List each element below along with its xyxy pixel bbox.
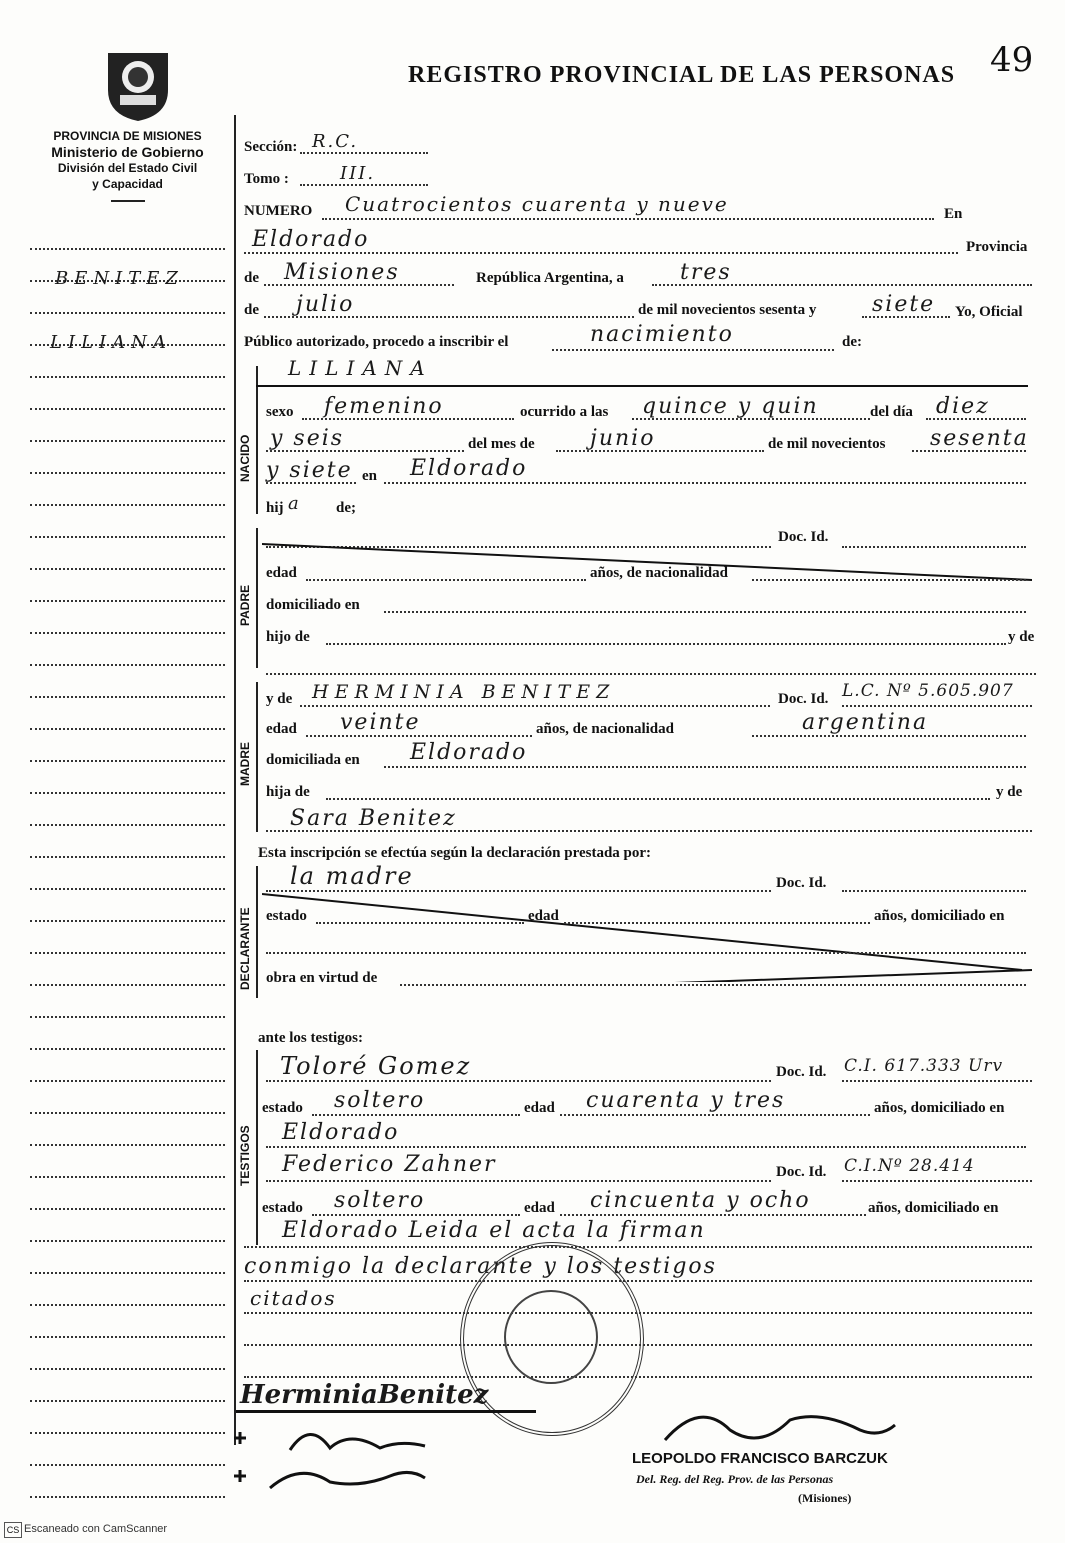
ministry-line: Ministerio de Gobierno (51, 144, 204, 160)
declarante-value: la madre (290, 862, 414, 890)
tomo-value: III. (340, 163, 376, 184)
madre-edad-label: edad (266, 721, 297, 737)
page-number: 49 (990, 40, 1034, 80)
testigo1-doc-label: Doc. Id. (776, 1064, 827, 1080)
dia-nac-value: diez (936, 394, 990, 419)
testigo2-doc-value: C.I.Nº 28.414 (844, 1156, 975, 1176)
margin-rule (30, 920, 225, 922)
margin-rule (30, 1080, 225, 1082)
margin-rule (30, 376, 225, 378)
margin-rule (30, 1016, 225, 1018)
madre-y-de2-label: y de (996, 784, 1023, 800)
margin-rule (30, 1208, 225, 1210)
official-role: Del. Reg. del Reg. Prov. de las Personas (636, 1472, 834, 1486)
official-signature (660, 1400, 900, 1455)
madre-y-de-label: y de (266, 691, 293, 707)
margin-rule (30, 600, 225, 602)
anio-value: siete (872, 292, 936, 317)
declarante-obra-label: obra en virtud de (266, 970, 378, 986)
testigo2-estado-value: soltero (334, 1188, 426, 1213)
declarante-strike (262, 890, 1032, 982)
margin-rule (30, 664, 225, 666)
numero-line (322, 218, 934, 220)
en-lower-label: en (362, 468, 377, 484)
margin-rule (30, 1144, 225, 1146)
testigo1-doc-value: C.I. 617.333 Urv (844, 1056, 1004, 1076)
de-mil-label: de mil novecientos sesenta y (638, 302, 817, 318)
testigo2-estado-line (312, 1214, 520, 1216)
declarante-dom-line (266, 952, 1026, 954)
de-label-2: de (244, 302, 259, 318)
testigo1-value: Toloré Gomez (280, 1052, 472, 1080)
cierre1-value: Eldorado Leida el acta la firman (282, 1218, 706, 1243)
padre-dom-label: domiciliado en (266, 597, 360, 613)
lugar-nac-line (384, 482, 1026, 484)
ocurrido-label: ocurrido a las (520, 404, 609, 420)
declarante-obra-line (400, 984, 1026, 986)
testigo2-edad-value: cincuenta y ocho (590, 1188, 811, 1213)
margin-rule (30, 312, 225, 314)
main-border (234, 115, 236, 1445)
margin-rule (30, 952, 225, 954)
hora-value: quince y quin (642, 394, 819, 419)
republica-label: República Argentina, a (476, 270, 624, 286)
margin-rule (30, 1272, 225, 1274)
madre-anos-label: años, de nacionalidad (536, 721, 674, 737)
margin-rule (30, 696, 225, 698)
hij-label: hij (266, 500, 284, 516)
del-mes-label: del mes de (468, 436, 535, 452)
madre-dom-value: Eldorado (410, 740, 528, 765)
declarante-anos-label: años, domiciliado en (874, 908, 1005, 924)
margin-rule (30, 760, 225, 762)
madre-nac-value: argentina (802, 710, 929, 735)
lugar-nac-value: Eldorado (410, 456, 528, 481)
padre-hijo-label: hijo de (266, 629, 310, 645)
madre-nac-line (752, 735, 1026, 737)
anio-nac-value: sesenta (930, 426, 1029, 451)
margin-given-name: LILIANA (50, 332, 172, 353)
margin-rule (30, 984, 225, 986)
margin-rule (30, 1048, 225, 1050)
testigo1-estado-value: soltero (334, 1088, 426, 1113)
testigo1-line (266, 1080, 771, 1082)
official-place: (Misiones) (798, 1491, 852, 1505)
declarante-estado-label: estado (266, 908, 307, 924)
cierre3-value: citados (250, 1286, 337, 1310)
padre-hijo2-line (266, 673, 1036, 675)
anio-nac2-value: y siete (266, 458, 353, 483)
margin-rule (30, 1496, 225, 1498)
cierre1-line (244, 1246, 1032, 1248)
header-divider (111, 200, 145, 202)
provincia-label: Provincia (966, 239, 1028, 255)
acto-line (552, 349, 834, 351)
tomo-line (300, 184, 428, 186)
yo-oficial-label: Yo, Oficial (955, 304, 1023, 320)
margin-rule (30, 536, 225, 538)
madre-hija-line (326, 798, 990, 800)
madre-dom-line (384, 766, 1026, 768)
testigos-side-label: TESTIGOS (238, 1125, 252, 1186)
testigo1-anos-label: años, domiciliado en (874, 1100, 1005, 1116)
madre-hija-label: hija de (266, 784, 310, 800)
mother-signature: HerminiaBenitez (240, 1380, 489, 1410)
testigo1-edad-label: edad (524, 1100, 555, 1116)
signature-underline (236, 1410, 536, 1413)
madre-nombre-value: HERMINIA BENITEZ (312, 681, 616, 703)
padre-doc-label: Doc. Id. (778, 529, 829, 545)
declarante-doc-label: Doc. Id. (776, 875, 827, 891)
tomo-label: Tomo : (244, 171, 289, 187)
margin-rule (30, 1432, 225, 1434)
sexo-value: femenino (324, 394, 444, 419)
del-dia-label: del día (870, 404, 913, 420)
document-title: REGISTRO PROVINCIAL DE LAS PERSONAS (408, 62, 956, 88)
seccion-value: R.C. (312, 131, 359, 152)
de-label-1: de (244, 270, 259, 286)
margin-rule (30, 1240, 225, 1242)
en-label: En (944, 206, 963, 222)
de-mil-nov-label: de mil novecientos (768, 436, 886, 452)
margin-rule (30, 408, 225, 410)
madre-doc-label: Doc. Id. (778, 691, 829, 707)
testigo2-edad-label: edad (524, 1200, 555, 1216)
margin-rule (30, 888, 225, 890)
madre-side-label: MADRE (238, 742, 252, 786)
testigo2-doc-line (842, 1180, 1032, 1182)
madre-nombre-line (300, 705, 770, 707)
cierre2-line (244, 1280, 1032, 1282)
margin-rule (30, 1464, 225, 1466)
declarante-side-label: DECLARANTE (238, 907, 252, 990)
margin-rule (30, 632, 225, 634)
testigo2-anos-label: años, domiciliado en (868, 1200, 999, 1216)
lugar-value: Eldorado (252, 227, 370, 252)
testigo1-dom-line (266, 1146, 1026, 1148)
testigo2-edad-line (560, 1214, 866, 1216)
de-colon-label: de: (842, 334, 862, 350)
madre-edad-value: veinte (340, 710, 421, 735)
padre-y-de-label: y de (1008, 629, 1035, 645)
seccion-line (300, 152, 428, 154)
official-name: LEOPOLDO FRANCISCO BARCZUK (632, 1450, 888, 1467)
esta-inscripcion-label: Esta inscripción se efectúa según la declaración prestada por: (258, 845, 652, 861)
padre-hijo-line (326, 643, 1006, 645)
camscanner-badge: CS (4, 1522, 22, 1538)
testigo1-doc-line (842, 1080, 1032, 1082)
lugar-line (244, 252, 958, 254)
coat-of-arms-icon (98, 45, 178, 123)
declarante-edad-line (564, 922, 870, 924)
margin-rule (30, 856, 225, 858)
testigo1-edad-value: cuarenta y tres (586, 1088, 786, 1113)
madre-dom-label: domiciliada en (266, 752, 360, 768)
margin-rule (30, 824, 225, 826)
margin-rule (30, 248, 225, 250)
numero-value: Cuatrocientos cuarenta y nueve (345, 192, 729, 216)
testigo1-edad-line (560, 1114, 870, 1116)
declarante-edad-label: edad (528, 908, 559, 924)
division-line: División del Estado Civil (57, 161, 198, 175)
acto-value: nacimiento (590, 322, 734, 347)
madre-edad-line (306, 735, 532, 737)
padre-anos-label: años, de nacionalidad (590, 565, 728, 581)
cierre2-value: conmigo la declarante y los testigos (244, 1254, 717, 1279)
margin-rule (30, 1400, 225, 1402)
padre-nac-line (752, 579, 1026, 581)
publico-label: Público autorizado, procedo a inscribir el (244, 334, 509, 350)
margin-rule (30, 472, 225, 474)
testigo1-estado-line (312, 1114, 520, 1116)
testigo1-dom-value: Eldorado (282, 1120, 400, 1145)
mes-nac-line (556, 450, 764, 452)
numero-label: NUMERO (244, 203, 313, 219)
hij-de-label: de; (336, 500, 356, 516)
testigo2-doc-label: Doc. Id. (776, 1164, 827, 1180)
ante-testigos-label: ante los testigos: (258, 1030, 363, 1046)
mes-value: julio (296, 292, 355, 317)
padre-edad-label: edad (266, 565, 297, 581)
padre-edad-line (306, 579, 586, 581)
witness-signature-2 (230, 1458, 430, 1503)
testigo2-line (266, 1180, 771, 1182)
margin-rule (30, 504, 225, 506)
margin-rule (30, 1176, 225, 1178)
dia-nac2-value: y seis (270, 426, 345, 451)
padre-dom-line (384, 611, 1026, 613)
margin-rule (30, 440, 225, 442)
margin-rule (30, 1368, 225, 1370)
madre-doc-line (842, 705, 1032, 707)
nacido-side-label: NACIDO (238, 434, 252, 482)
margin-rule (30, 792, 225, 794)
sexo-label: sexo (266, 404, 294, 420)
madre-doc-value: L.C. Nº 5.605.907 (842, 681, 1014, 701)
margin-rule (30, 728, 225, 730)
margin-rule (30, 1336, 225, 1338)
margin-rule (30, 1304, 225, 1306)
padre-side-label: PADRE (238, 584, 252, 626)
hij-suffix-value: a (288, 493, 301, 514)
nombre-underline (256, 385, 1028, 387)
nombre-value: LILIANA (288, 356, 433, 380)
margin-surname: BENITEZ (55, 268, 184, 289)
testigo2-value: Federico Zahner (282, 1152, 497, 1177)
mes-nac-value: junio (590, 426, 656, 451)
seccion-label: Sección: (244, 139, 298, 155)
testigo2-estado-label: estado (262, 1200, 303, 1216)
header-sidebar (20, 128, 235, 202)
capacity-line: y Capacidad (92, 177, 163, 191)
dia-value: tres (680, 260, 732, 285)
testigo1-estado-label: estado (262, 1100, 303, 1116)
declarante-estado-line (316, 922, 524, 924)
footer-text: Escaneado con CamScanner (24, 1523, 168, 1535)
provincia-value: Misiones (284, 260, 400, 285)
blank-line-2 (244, 1376, 1032, 1378)
margin-rule (30, 1112, 225, 1114)
madre-padres-value: Sara Benitez (290, 806, 457, 831)
margin-rule (30, 568, 225, 570)
province-line: PROVINCIA DE MISIONES (53, 129, 202, 143)
